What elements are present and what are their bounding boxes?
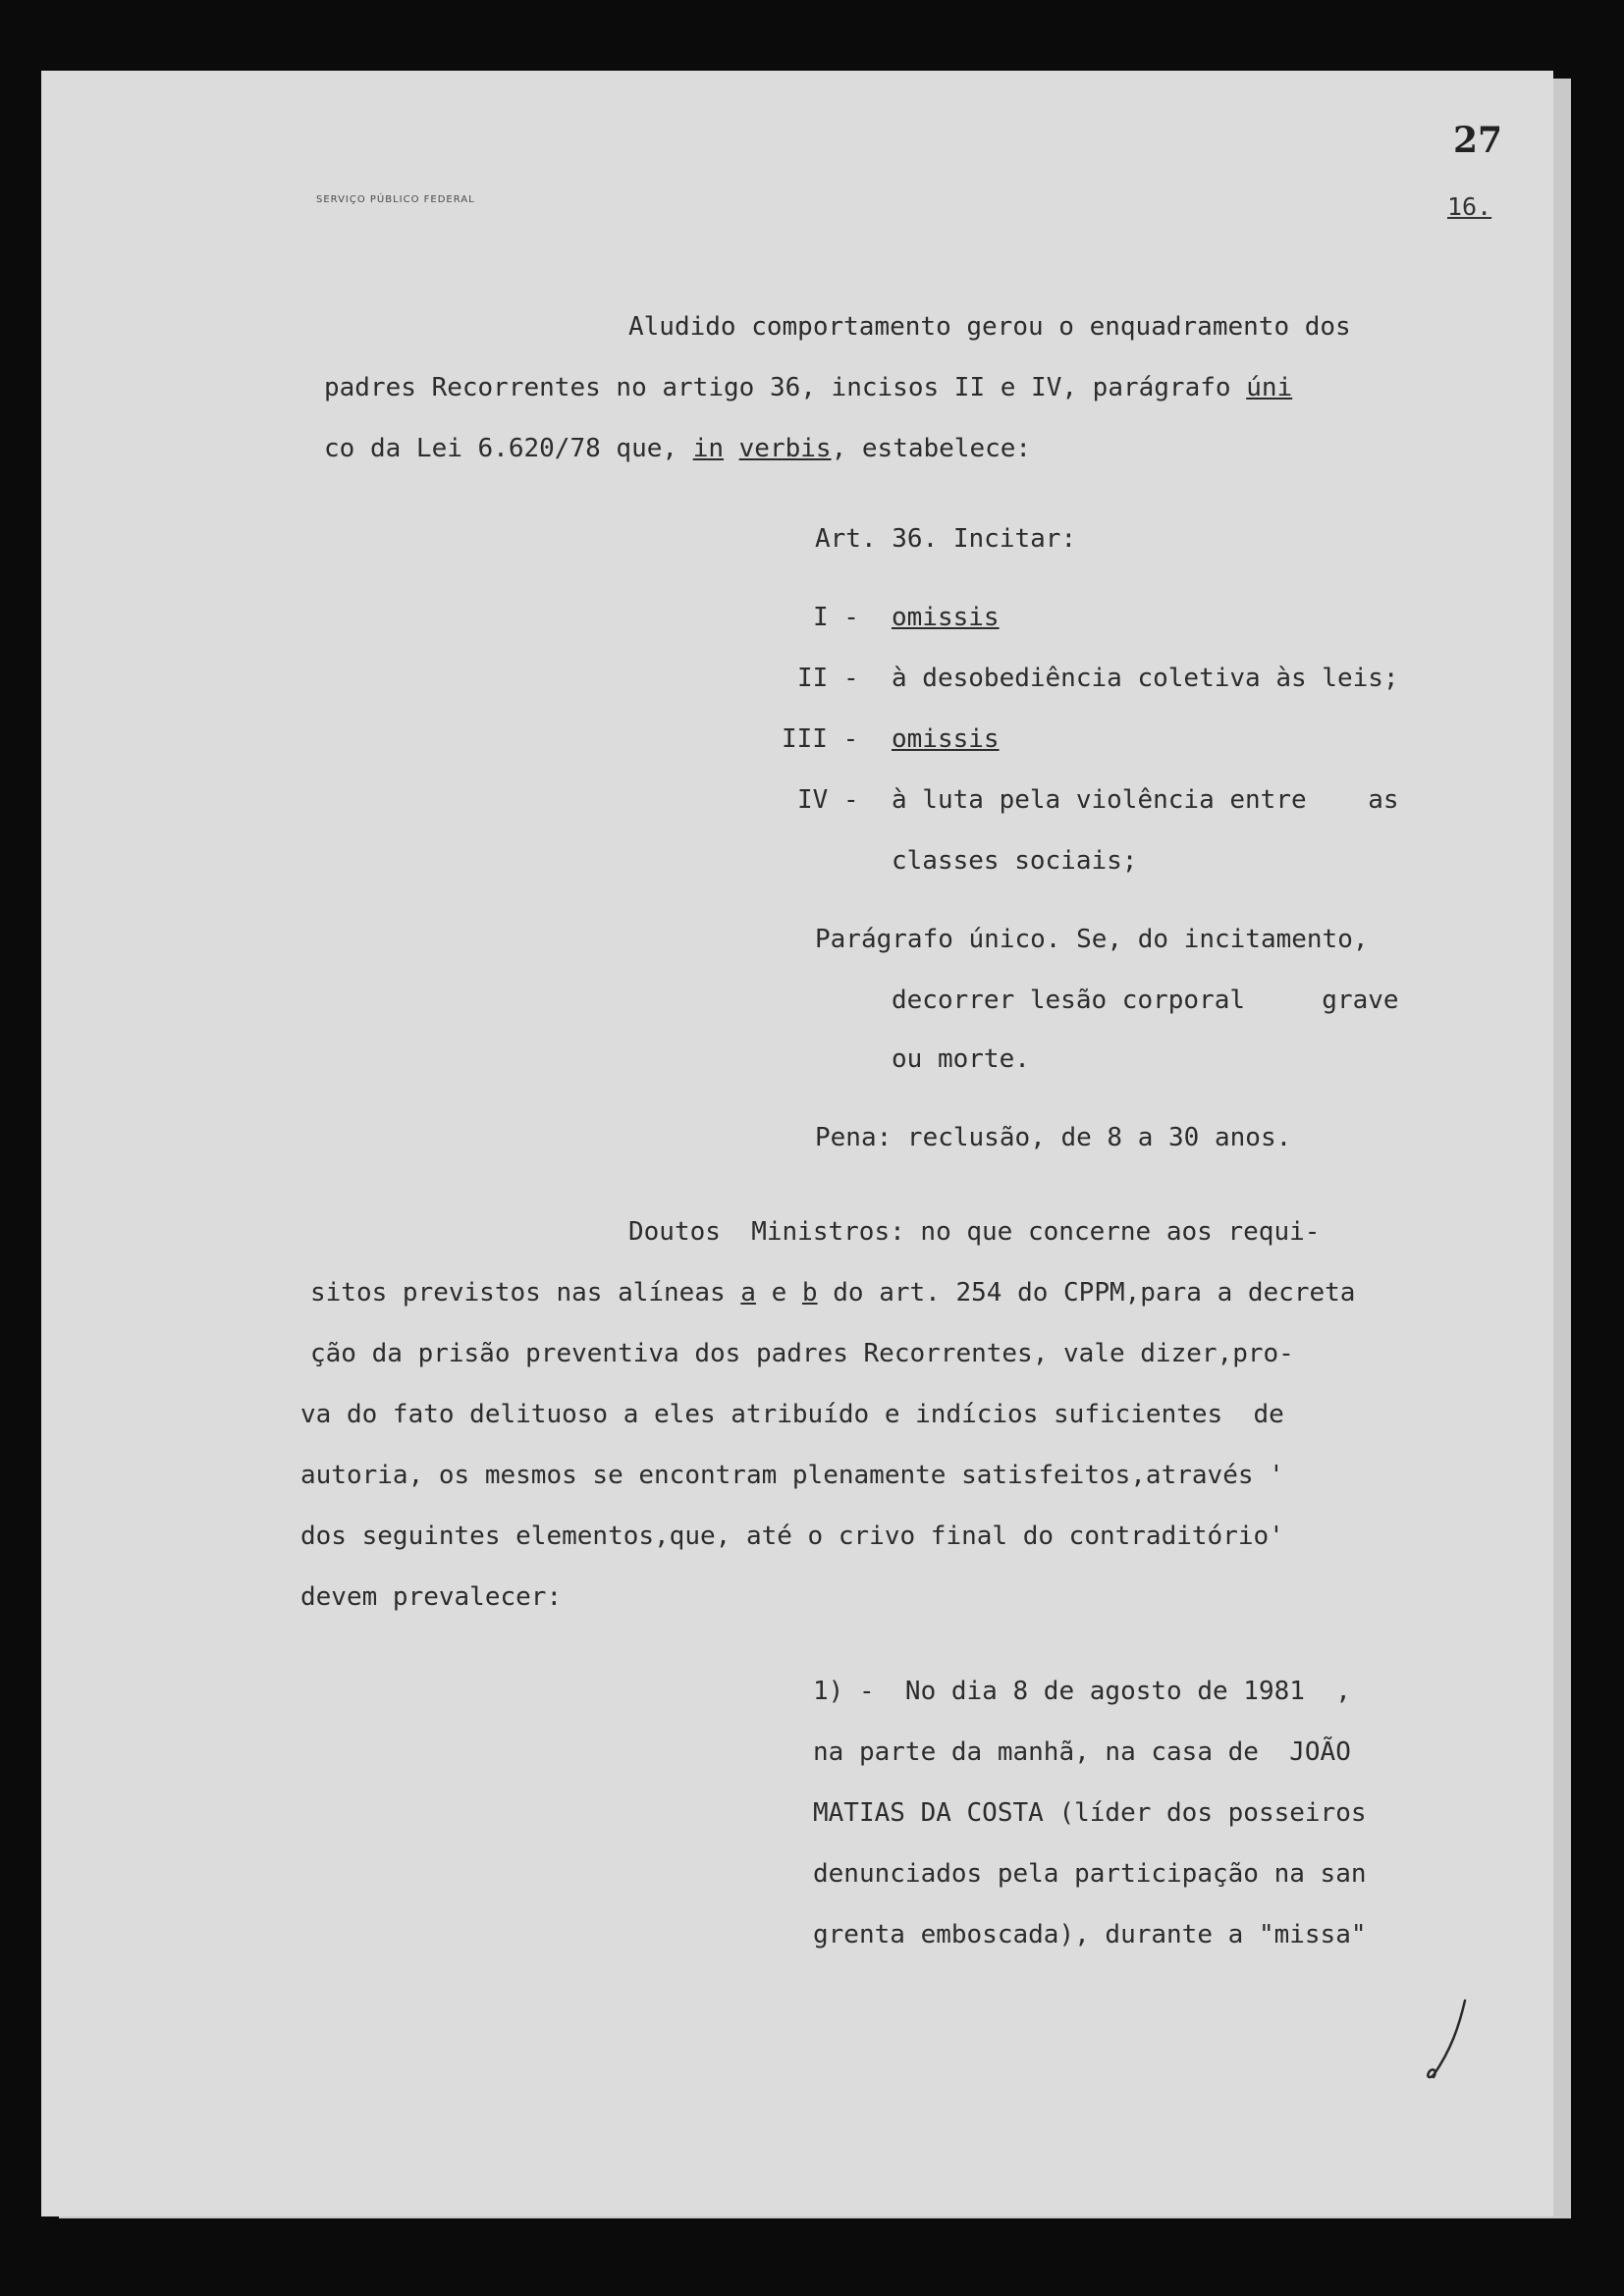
paragraph1-line1: Aludido comportamento gerou o enquadramento dos (628, 312, 1351, 342)
paragraph1-line3: co da Lei 6.620/78 que, in verbis, estabelece: (324, 434, 1032, 463)
item1-line1: 1) - No dia 8 de agosto de 1981 , (813, 1677, 1351, 1706)
quote-penalty: Pena: reclusão, de 8 a 30 anos. (815, 1123, 1292, 1152)
quote-iv-text-line2: classes sociais; (892, 846, 1138, 876)
quote-ii-text: à desobediência coletiva às leis; (892, 664, 1399, 693)
item1-line4: denunciados pela participação na san (813, 1859, 1367, 1889)
item1-line3: MATIAS DA COSTA (líder dos posseiros (813, 1798, 1367, 1828)
paragraph2-line6: dos seguintes elementos,que, até o crivo final do contraditório' (300, 1522, 1284, 1551)
paragraph2-line4: va do fato delituoso a eles atribuído e indícios suficientes de (300, 1400, 1284, 1429)
paragraph2-line7: devem prevalecer: (300, 1582, 563, 1612)
quote-paragraph-line1: Parágrafo único. Se, do incitamento, (815, 925, 1369, 954)
quote-i-number: I - (813, 603, 859, 632)
quote-iii-text: omissis (892, 724, 1000, 754)
quote-ii-number: II - (797, 664, 859, 693)
quote-article: Art. 36. Incitar: (815, 524, 1077, 554)
item1-line2: na parte da manhã, na casa de JOÃO (813, 1737, 1351, 1767)
paragraph2-line1: Doutos Ministros: no que concerne aos requi- (628, 1217, 1321, 1247)
paragraph1-line2: padres Recorrentes no artigo 36, incisos II e IV, parágrafo úni (324, 373, 1293, 402)
paragraph2-line5: autoria, os mesmos se encontram plenamente satisfeitos,através ' (300, 1461, 1284, 1490)
paragraph2-line2: sitos previstos nas alíneas a e b do art. 254 do CPPM,para a decreta (310, 1278, 1356, 1308)
quote-paragraph-line3: ou morte. (892, 1044, 1030, 1074)
quote-paragraph-line2: decorrer lesão corporal grave (892, 986, 1399, 1015)
page-number: 16. (1447, 192, 1492, 221)
paragraph2-line3: ção da prisão preventiva dos padres Recorrentes, vale dizer,pro- (310, 1339, 1294, 1368)
quote-i-text: omissis (892, 603, 1000, 632)
folio-number: 27 (1453, 120, 1503, 161)
quote-iv-number: IV - (797, 785, 859, 815)
quote-iii-number: III - (782, 724, 859, 754)
agency-header: SERVIÇO PÚBLICO FEDERAL (316, 194, 475, 205)
item1-line5: grenta emboscada), durante a "missa" (813, 1920, 1367, 1949)
quote-iv-text-line1: à luta pela violência entre as (892, 785, 1399, 815)
initials-signature (1404, 1993, 1483, 2091)
